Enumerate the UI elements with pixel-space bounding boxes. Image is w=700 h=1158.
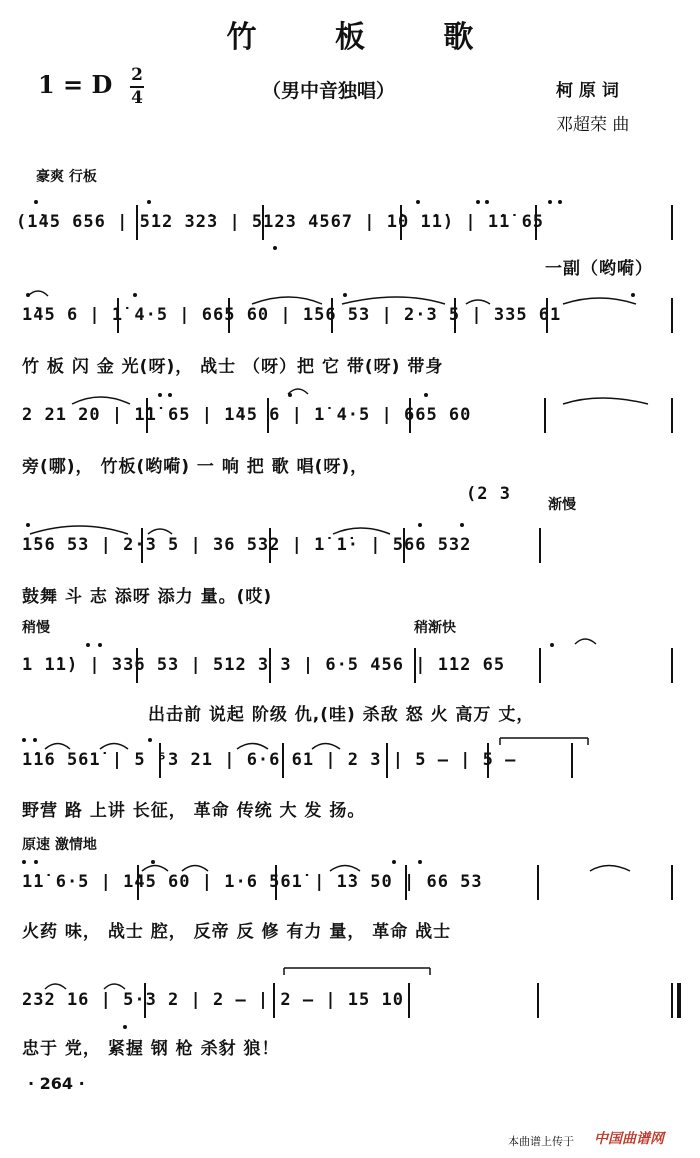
lyrics-system-4: 鼓舞 斗 志 添呀 添力 量。(哎) — [22, 587, 273, 607]
time-sig-top: 2 — [131, 65, 143, 85]
tempo-original: 原速 激情地 — [22, 837, 97, 853]
bracket-notes: (2 3 — [466, 484, 511, 504]
notes-system-3: 2 21 20 | 1̇1̇ 65 | 1̇45 6 | 1̇ 4·5 | 665 60 — [22, 405, 472, 425]
site-logo[interactable]: 中国曲谱网 — [594, 1131, 664, 1147]
tempo-intro: 豪爽 行板 — [36, 169, 97, 185]
notes-system-7: 1̇1̇ 6·5 | 1̇45 60 | 1·6 561̇ | 1̇3 50 | 66 53 — [22, 872, 483, 892]
notes-system-6: 1̇16 561̇ | 5 ⁵3 21 | 6·6 61 | 2 3 | 5 — | 5 — — [22, 750, 517, 770]
lyrics-system-6: 野营 路 上讲 长征， 革命 传统 大 发 扬。 — [22, 801, 366, 821]
song-title: 竹 板 歌 — [226, 20, 508, 55]
performance-note: （男中音独唱） — [262, 80, 396, 102]
key-signature: 1 = D — [38, 70, 113, 99]
lyrics-system-8: 忠于 党， 紧握 钢 枪 杀豺 狼！ — [22, 1039, 280, 1059]
lyrics-system-3: 旁(哪)， 竹板(哟嗬) 一 响 把 歌 唱(呀)， — [22, 457, 369, 477]
time-sig-bottom: 4 — [131, 88, 143, 108]
lyrics-system-1: 一副（哟嗬） — [545, 259, 653, 279]
lyrics-system-5: 出击前 说起 阶级 仇,(哇) 杀敌 怒 火 高万 丈， — [148, 705, 535, 725]
tempo-slow-down: 渐慢 — [548, 497, 576, 513]
notes-system-4: 1̇56 53 | 2·3 5 | 36 532 | 1̇ 1̇· | 566 532 — [22, 535, 472, 555]
page-number: · 264 · — [28, 1074, 85, 1093]
lyricist-credit: 柯 原 词 — [556, 81, 619, 101]
notes-system-8: 232 16 | 5·3 2 | 2 — | 2 — | 15 10 — [22, 990, 404, 1010]
notes-system-1: (1̇45 656 | 5̇12 32̇3 | 5123 4567 | 1̇0 1̇1̇) | 1̇1̇ 65 — [16, 212, 545, 232]
notes-system-2: 1̇45 6 | 1̇ 4·5 | 665 60 | 1̇56 53 | 2·3 5 | 335 61 — [22, 305, 562, 325]
time-signature — [130, 66, 144, 108]
tempo-bit-slow: 稍慢 — [22, 620, 50, 636]
composer-credit: 邓超荣 曲 — [556, 115, 630, 135]
lyrics-system-7: 火药 味， 战士 腔， 反帝 反 修 有力 量， 革命 战士 — [22, 922, 452, 942]
lyrics-system-2: 竹 板 闪 金 光(呀)， 战士 （呀）把 它 带(呀) 带身 — [22, 357, 444, 377]
notes-system-5: 1 1̇1̇) | 336 53 | 512 3 3 | 6·5 456 | 1̇12 65 — [22, 655, 506, 675]
tempo-bit-faster: 稍渐快 — [414, 620, 456, 636]
footer-upload-note: 本曲谱上传于 — [508, 1135, 574, 1148]
